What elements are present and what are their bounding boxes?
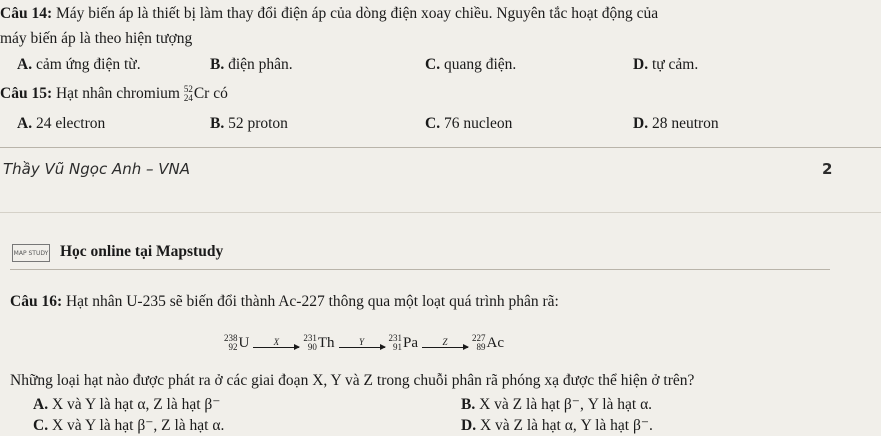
q15-option-d[interactable]: D. 28 neutron bbox=[633, 115, 719, 132]
q15-option-a[interactable]: A. 24 electron bbox=[17, 115, 106, 132]
nuclide-ac227: 227 89 Ac bbox=[472, 333, 505, 352]
q16-option-c[interactable]: C. X và Y là hạt β⁻, Z là hạt α. bbox=[33, 417, 225, 434]
q16-stem bbox=[10, 292, 559, 312]
q16-option-b[interactable]: B. X và Z là hạt β⁻, Y là hạt α. bbox=[461, 396, 653, 413]
page-number: 2 bbox=[822, 160, 833, 178]
arrow-x: X bbox=[253, 338, 299, 348]
q15-number: Câu 15: bbox=[0, 85, 53, 102]
arrow-y: Y bbox=[339, 338, 385, 348]
nuclide-u238: 238 92 U bbox=[224, 333, 250, 352]
q15-option-c[interactable]: C. 76 nucleon bbox=[425, 115, 513, 132]
q14-option-a[interactable]: A. cảm ứng điện từ. bbox=[17, 56, 141, 73]
q16-question: Những loại hạt nào được phát ra ở các giai đoạn X, Y và Z trong chuỗi phân rã phóng xạ được thể hiện ở trên? bbox=[10, 372, 695, 389]
q15-stem bbox=[0, 84, 228, 104]
decay-chain bbox=[224, 334, 504, 352]
mapstudy-logo: MAP STUDY bbox=[12, 244, 50, 262]
nuclide-cr: 52 24 Cr bbox=[183, 84, 210, 104]
nuclide-th231: 231 90 Th bbox=[303, 333, 335, 352]
q14-stem-line2: máy biến áp là theo hiện tượng bbox=[0, 30, 193, 47]
q14-option-b[interactable]: B. điện phân. bbox=[210, 56, 293, 73]
page-break bbox=[0, 212, 881, 213]
q14-stem-line1 bbox=[0, 4, 658, 24]
footer-rule bbox=[0, 147, 881, 148]
q14-option-c[interactable]: C. quang điện. bbox=[425, 56, 517, 73]
q16-option-d[interactable]: D. X và Z là hạt α, Y là hạt β⁻. bbox=[461, 417, 653, 434]
arrow-z: Z bbox=[422, 338, 468, 348]
q14-text-1: Máy biến áp là thiết bị làm thay đổi điện áp của dòng điện xoay chiều. Nguyên tắc hoạt động của bbox=[55, 5, 659, 22]
q16-number: Câu 16: bbox=[10, 293, 63, 310]
footer-author: Thầy Vũ Ngọc Anh – VNA bbox=[3, 160, 191, 178]
header-title: Học online tại Mapstudy bbox=[60, 243, 224, 260]
q15-option-b[interactable]: B. 52 proton bbox=[210, 115, 288, 132]
q14-option-d[interactable]: D. tự cảm. bbox=[633, 56, 699, 73]
nuclide-pa231: 231 91 Pa bbox=[388, 333, 419, 352]
q15-text: Hạt nhân chromium bbox=[55, 85, 180, 102]
q16-text: Hạt nhân U-235 sẽ biến đổi thành Ac-227 thông qua một loạt quá trình phân rã: bbox=[65, 293, 559, 310]
q15-tail: có bbox=[213, 85, 228, 102]
q14-number: Câu 14: bbox=[0, 5, 53, 22]
q16-option-a[interactable]: A. X và Y là hạt α, Z là hạt β⁻ bbox=[33, 396, 221, 413]
header-rule bbox=[10, 269, 830, 270]
